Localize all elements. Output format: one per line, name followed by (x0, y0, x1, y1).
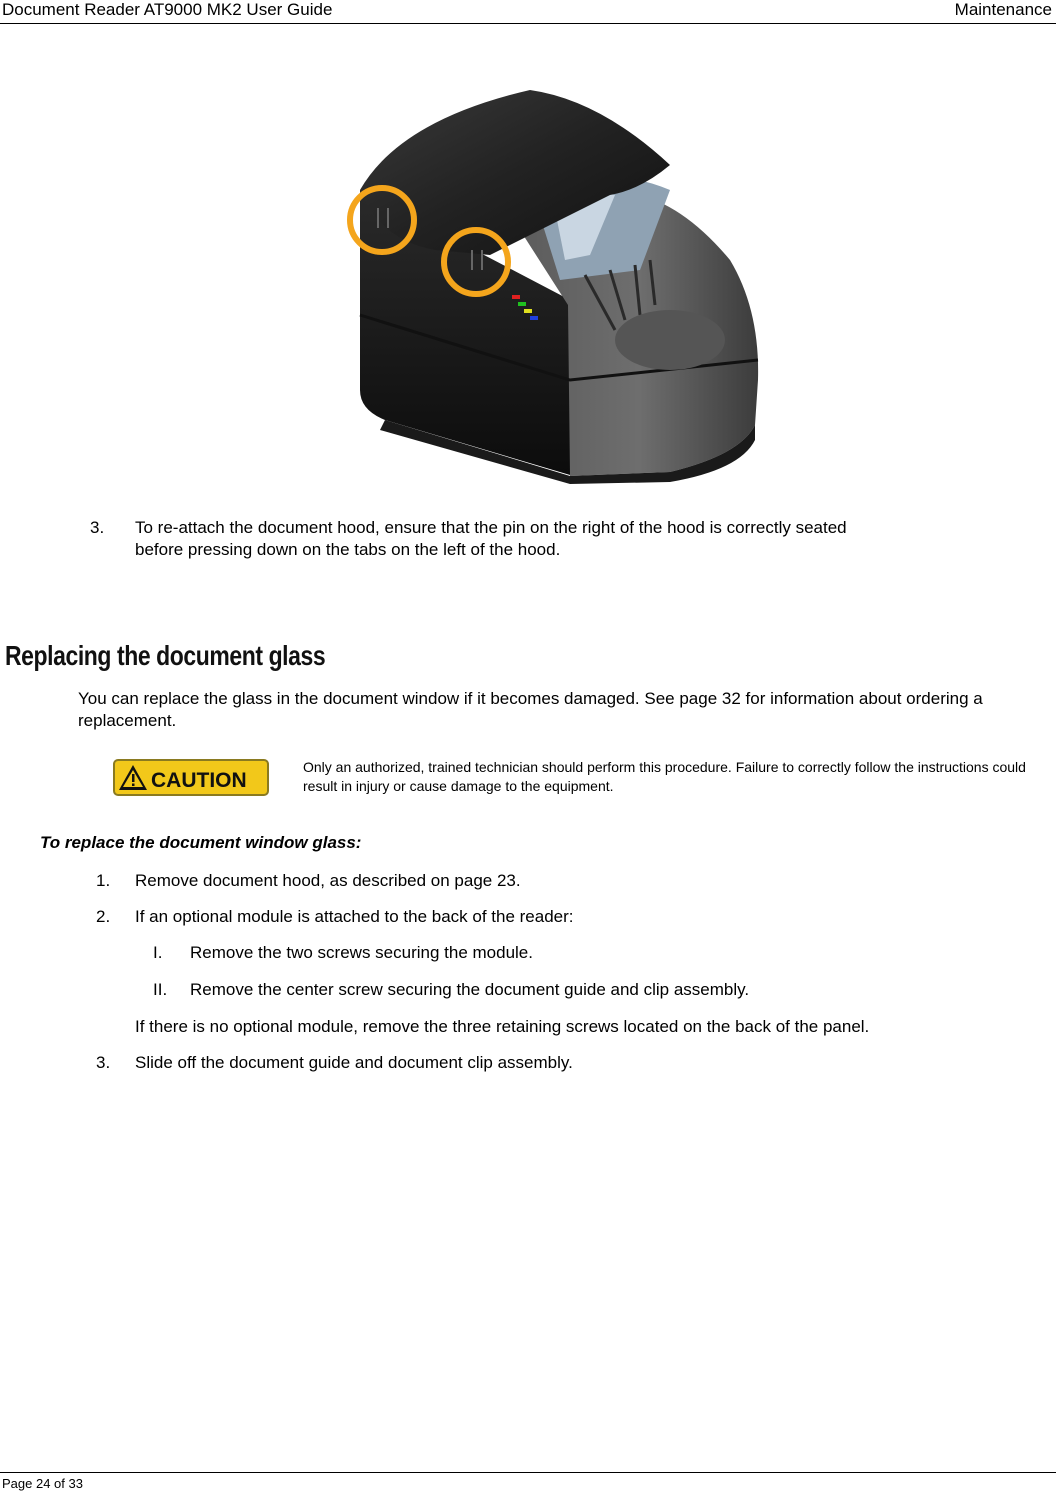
step-text-line1: To re-attach the document hood, ensure that the pin on the right of the hood is correctly seated (135, 518, 847, 537)
substep-number: II. (153, 980, 168, 999)
procedure-step-text: If an optional module is attached to the back of the reader: (135, 907, 574, 926)
procedure-step-number: 2. (96, 907, 111, 926)
procedure-note: If there is no optional module, remove the three retaining screws located on the back of the panel. (135, 1017, 870, 1036)
procedure-title: To replace the document window glass: (40, 833, 362, 852)
step-number: 3. (90, 518, 105, 537)
procedure-step-text: Remove document hood, as described on page 23. (135, 871, 521, 890)
procedure-step-text: Slide off the document guide and document clip assembly. (135, 1053, 573, 1072)
page-footer (0, 1472, 1056, 1491)
substep-text: Remove the two screws securing the module. (190, 943, 533, 962)
page-number: Page 24 of 33 (2, 1476, 83, 1491)
procedure-step-number: 3. (96, 1053, 111, 1072)
document-reader-device-icon (340, 80, 780, 485)
procedure-step-number: 1. (96, 871, 111, 890)
caution-text: Only an authorized, trained technician should perform this procedure. Failure to correctly follow the instructions could result in injury or cause damage to the equipment. (303, 759, 1026, 794)
caution-badge (113, 759, 269, 796)
caution-label: CAUTION (151, 769, 247, 792)
chapter-title: Maintenance (954, 0, 1052, 19)
substep-text: Remove the center screw securing the document guide and clip assembly. (190, 980, 750, 999)
section-title: Replacing the document glass (5, 640, 326, 671)
document-reader-figure (340, 80, 780, 485)
substep-number: I. (153, 943, 163, 962)
step-text-line2: before pressing down on the tabs on the left of the hood. (135, 540, 561, 559)
document-title: Document Reader AT9000 MK2 User Guide (2, 0, 333, 19)
section-intro: You can replace the glass in the document window if it becomes damaged. See page 32 for information about ordering a replacement. (78, 689, 983, 730)
page-header (0, 0, 1056, 24)
